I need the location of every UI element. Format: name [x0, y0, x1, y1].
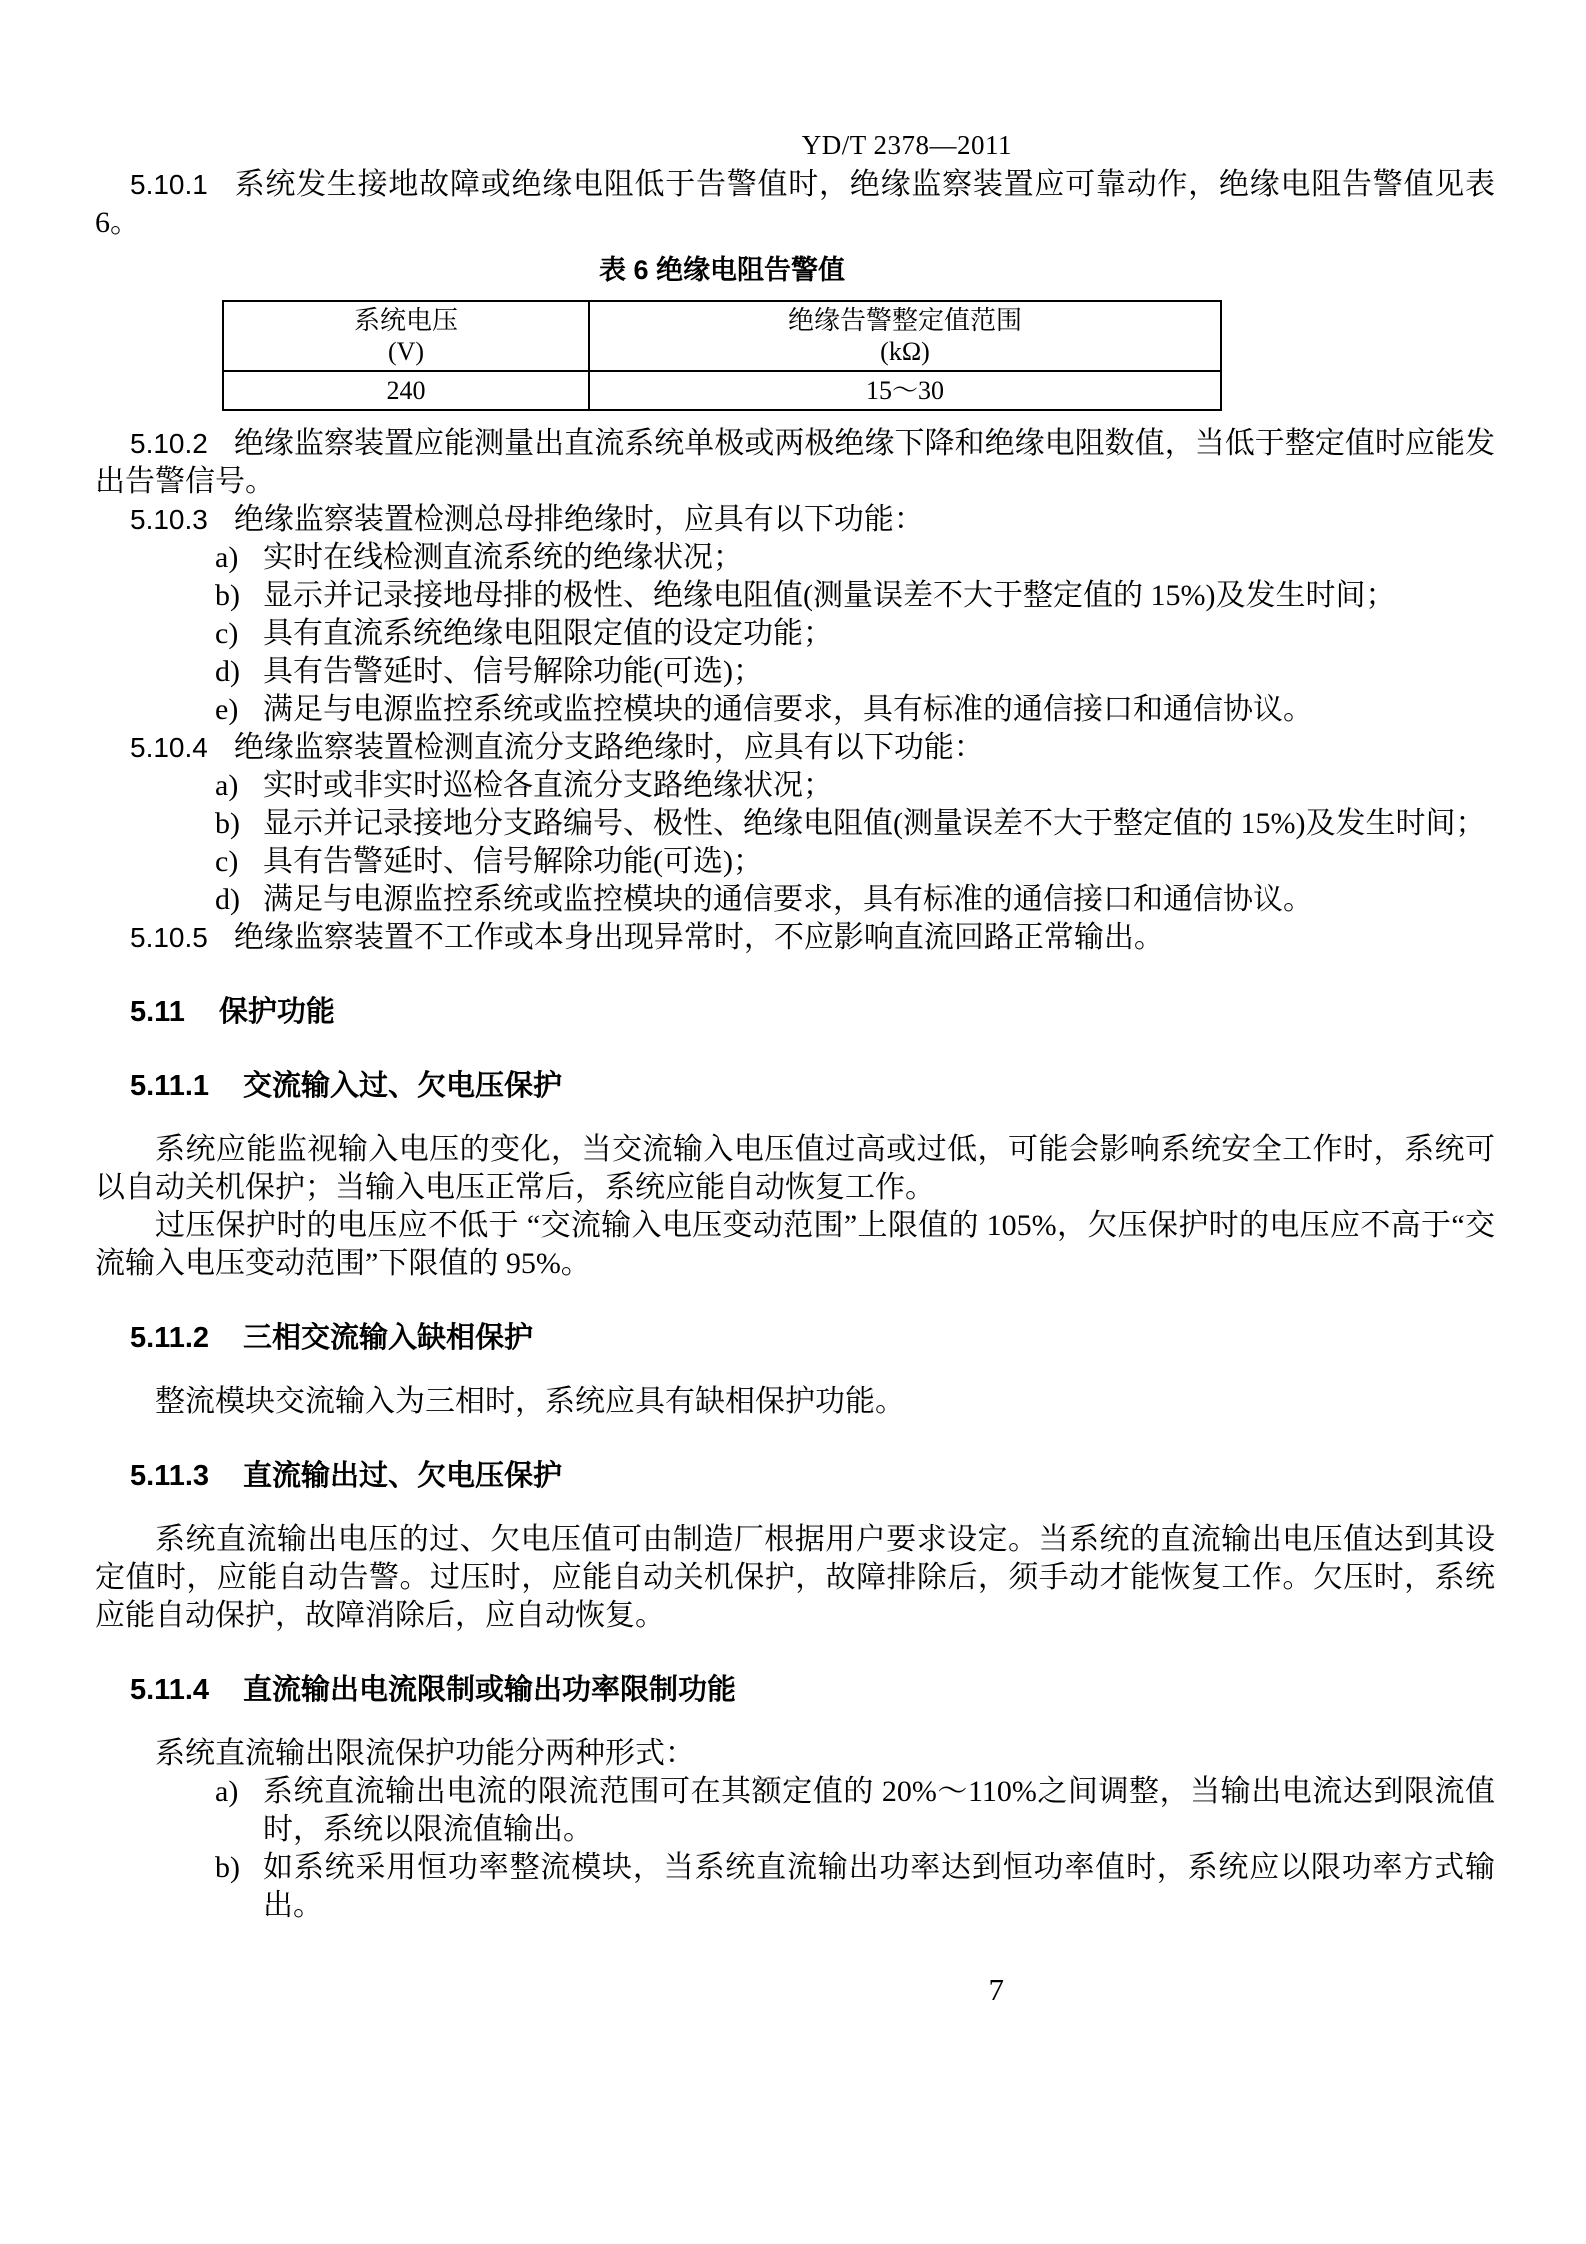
item-letter: d) [215, 655, 240, 688]
heading-5-11-2 [130, 1319, 1495, 1357]
clause-text: 系统发生接地故障或绝缘电阻低于告警值时，绝缘监察装置应可靠动作，绝缘电阻告警值见表6。 [95, 168, 1495, 239]
paragraph: 过压保护时的电压应不低于 “交流输入电压变动范围”上限值的 105%，欠压保护时的电压应不高于“交流输入电压变动范围”下限值的 95%。 [95, 1209, 1495, 1280]
clause-number: 5.10.1 [130, 169, 208, 200]
item-text: 具有告警延时、信号解除功能(可选)； [263, 655, 763, 688]
table-row [223, 371, 1221, 410]
item-letter: c) [215, 617, 239, 650]
heading-number: 5.11.4 [130, 1674, 210, 1706]
item-letter: b) [215, 807, 240, 840]
heading-5-11-3 [130, 1457, 1495, 1495]
list-item [215, 767, 1495, 805]
heading-number: 5.11 [130, 996, 185, 1028]
list-item [215, 653, 1495, 691]
paragraph: 系统应能监视输入电压的变化，当交流输入电压值过高或过低，可能会影响系统安全工作时，系统可以自动关机保护；当输入电压正常后，系统应能自动恢复工作。 [95, 1133, 1495, 1204]
paragraph: 系统直流输出限流保护功能分两种形式： [155, 1737, 695, 1770]
page-number: 7 [988, 1972, 1004, 2007]
item-letter: b) [215, 579, 240, 612]
table-cell: 240 [223, 371, 589, 410]
clause-number: 5.10.3 [130, 504, 208, 535]
heading-title: 直流输出过、欠电压保护 [243, 1460, 563, 1492]
column-unit: (kΩ) [880, 337, 930, 366]
clause-text: 绝缘监察装置不工作或本身出现异常时，不应影响直流回路正常输出。 [233, 921, 1164, 954]
item-text: 显示并记录接地母排的极性、绝缘电阻值(测量误差不大于整定值的 15%)及发生时间； [263, 579, 1396, 612]
clause-5-10-5 [95, 919, 1495, 957]
clause-text: 绝缘监察装置检测直流分支路绝缘时，应具有以下功能： [233, 731, 984, 764]
clause-text: 绝缘监察装置检测总母排绝缘时，应具有以下功能： [233, 503, 924, 536]
paragraph: 整流模块交流输入为三相时，系统应具有缺相保护功能。 [155, 1385, 905, 1418]
item-text: 满足与电源监控系统或监控模块的通信要求，具有标准的通信接口和通信协议。 [263, 693, 1313, 726]
list-item [215, 577, 1495, 615]
item-text: 实时在线检测直流系统的绝缘状况； [263, 541, 743, 574]
clause-5-10-3 [95, 501, 1495, 539]
list-item [215, 691, 1495, 729]
clause-5-10-2 [95, 425, 1495, 501]
item-text: 实时或非实时巡检各直流分支路绝缘状况； [263, 769, 833, 802]
column-name: 系统电压 [353, 306, 458, 335]
item-letter: c) [215, 845, 239, 878]
table-cell: 15～30 [589, 371, 1221, 410]
clause-5-10-4 [95, 729, 1495, 767]
list-item [215, 881, 1495, 919]
list-item [215, 843, 1495, 881]
list-item [215, 539, 1495, 577]
paragraph: 系统直流输出电压的过、欠电压值可由制造厂根据用户要求设定。当系统的直流输出电压值达到其设定值时，应能自动告警。过压时，应能自动关机保护，故障排除后，须手动才能恢复工作。欠压时，系统应能自动保护，故障消除后，应自动恢复。 [95, 1523, 1495, 1632]
heading-title: 三相交流输入缺相保护 [243, 1322, 534, 1354]
item-letter: d) [215, 883, 240, 916]
item-text: 显示并记录接地分支路编号、极性、绝缘电阻值(测量误差不大于整定值的 15%)及发生时间； [263, 807, 1486, 840]
heading-number: 5.11.2 [130, 1322, 210, 1354]
item-letter: a) [215, 769, 239, 802]
column-name: 绝缘告警整定值范围 [787, 306, 1022, 335]
clause-number: 5.10.4 [130, 732, 208, 763]
doc-number: YD/T 2378—2011 [801, 130, 1012, 160]
heading-5-11 [130, 993, 1495, 1031]
clause-number: 5.10.2 [130, 428, 208, 459]
heading-title: 直流输出电流限制或输出功率限制功能 [243, 1674, 737, 1706]
heading-number: 5.11.3 [130, 1460, 210, 1492]
list-item [215, 1773, 1495, 1849]
list-item [215, 805, 1495, 843]
item-text: 具有直流系统绝缘电阻限定值的设定功能； [263, 617, 833, 650]
item-letter: a) [215, 1775, 239, 1808]
table-title: 表 6 绝缘电阻告警值 [598, 255, 846, 285]
heading-title: 保护功能 [218, 996, 335, 1028]
heading-5-11-4 [130, 1671, 1495, 1709]
heading-number: 5.11.1 [130, 1070, 210, 1102]
item-text: 如系统采用恒功率整流模块，当系统直流输出功率达到恒功率值时，系统应以限功率方式输出。 [263, 1851, 1495, 1922]
table-header-cell [223, 301, 589, 371]
list-item [215, 615, 1495, 653]
document-content [95, 166, 1495, 1925]
list-item [215, 1849, 1495, 1925]
table-header-row [223, 301, 1221, 371]
item-text: 系统直流输出电流的限流范围可在其额定值的 20%～110%之间调整，当输出电流达到限流值时，系统以限流值输出。 [263, 1775, 1495, 1846]
item-letter: b) [215, 1851, 240, 1884]
item-text: 满足与电源监控系统或监控模块的通信要求，具有标准的通信接口和通信协议。 [263, 883, 1313, 916]
column-unit: (V) [387, 337, 425, 366]
clause-number: 5.10.5 [130, 922, 208, 953]
item-text: 具有告警延时、信号解除功能(可选)； [263, 845, 763, 878]
item-letter: e) [215, 693, 239, 726]
heading-title: 交流输入过、欠电压保护 [243, 1070, 563, 1102]
insulation-alarm-table [222, 300, 1222, 411]
item-letter: a) [215, 541, 239, 574]
clause-text: 绝缘监察装置应能测量出直流系统单极或两极绝缘下降和绝缘电阻数值，当低于整定值时应能发出告警信号。 [95, 427, 1495, 498]
table-header-cell [589, 301, 1221, 371]
heading-5-11-1 [130, 1067, 1495, 1105]
clause-5-10-1 [95, 166, 1495, 242]
